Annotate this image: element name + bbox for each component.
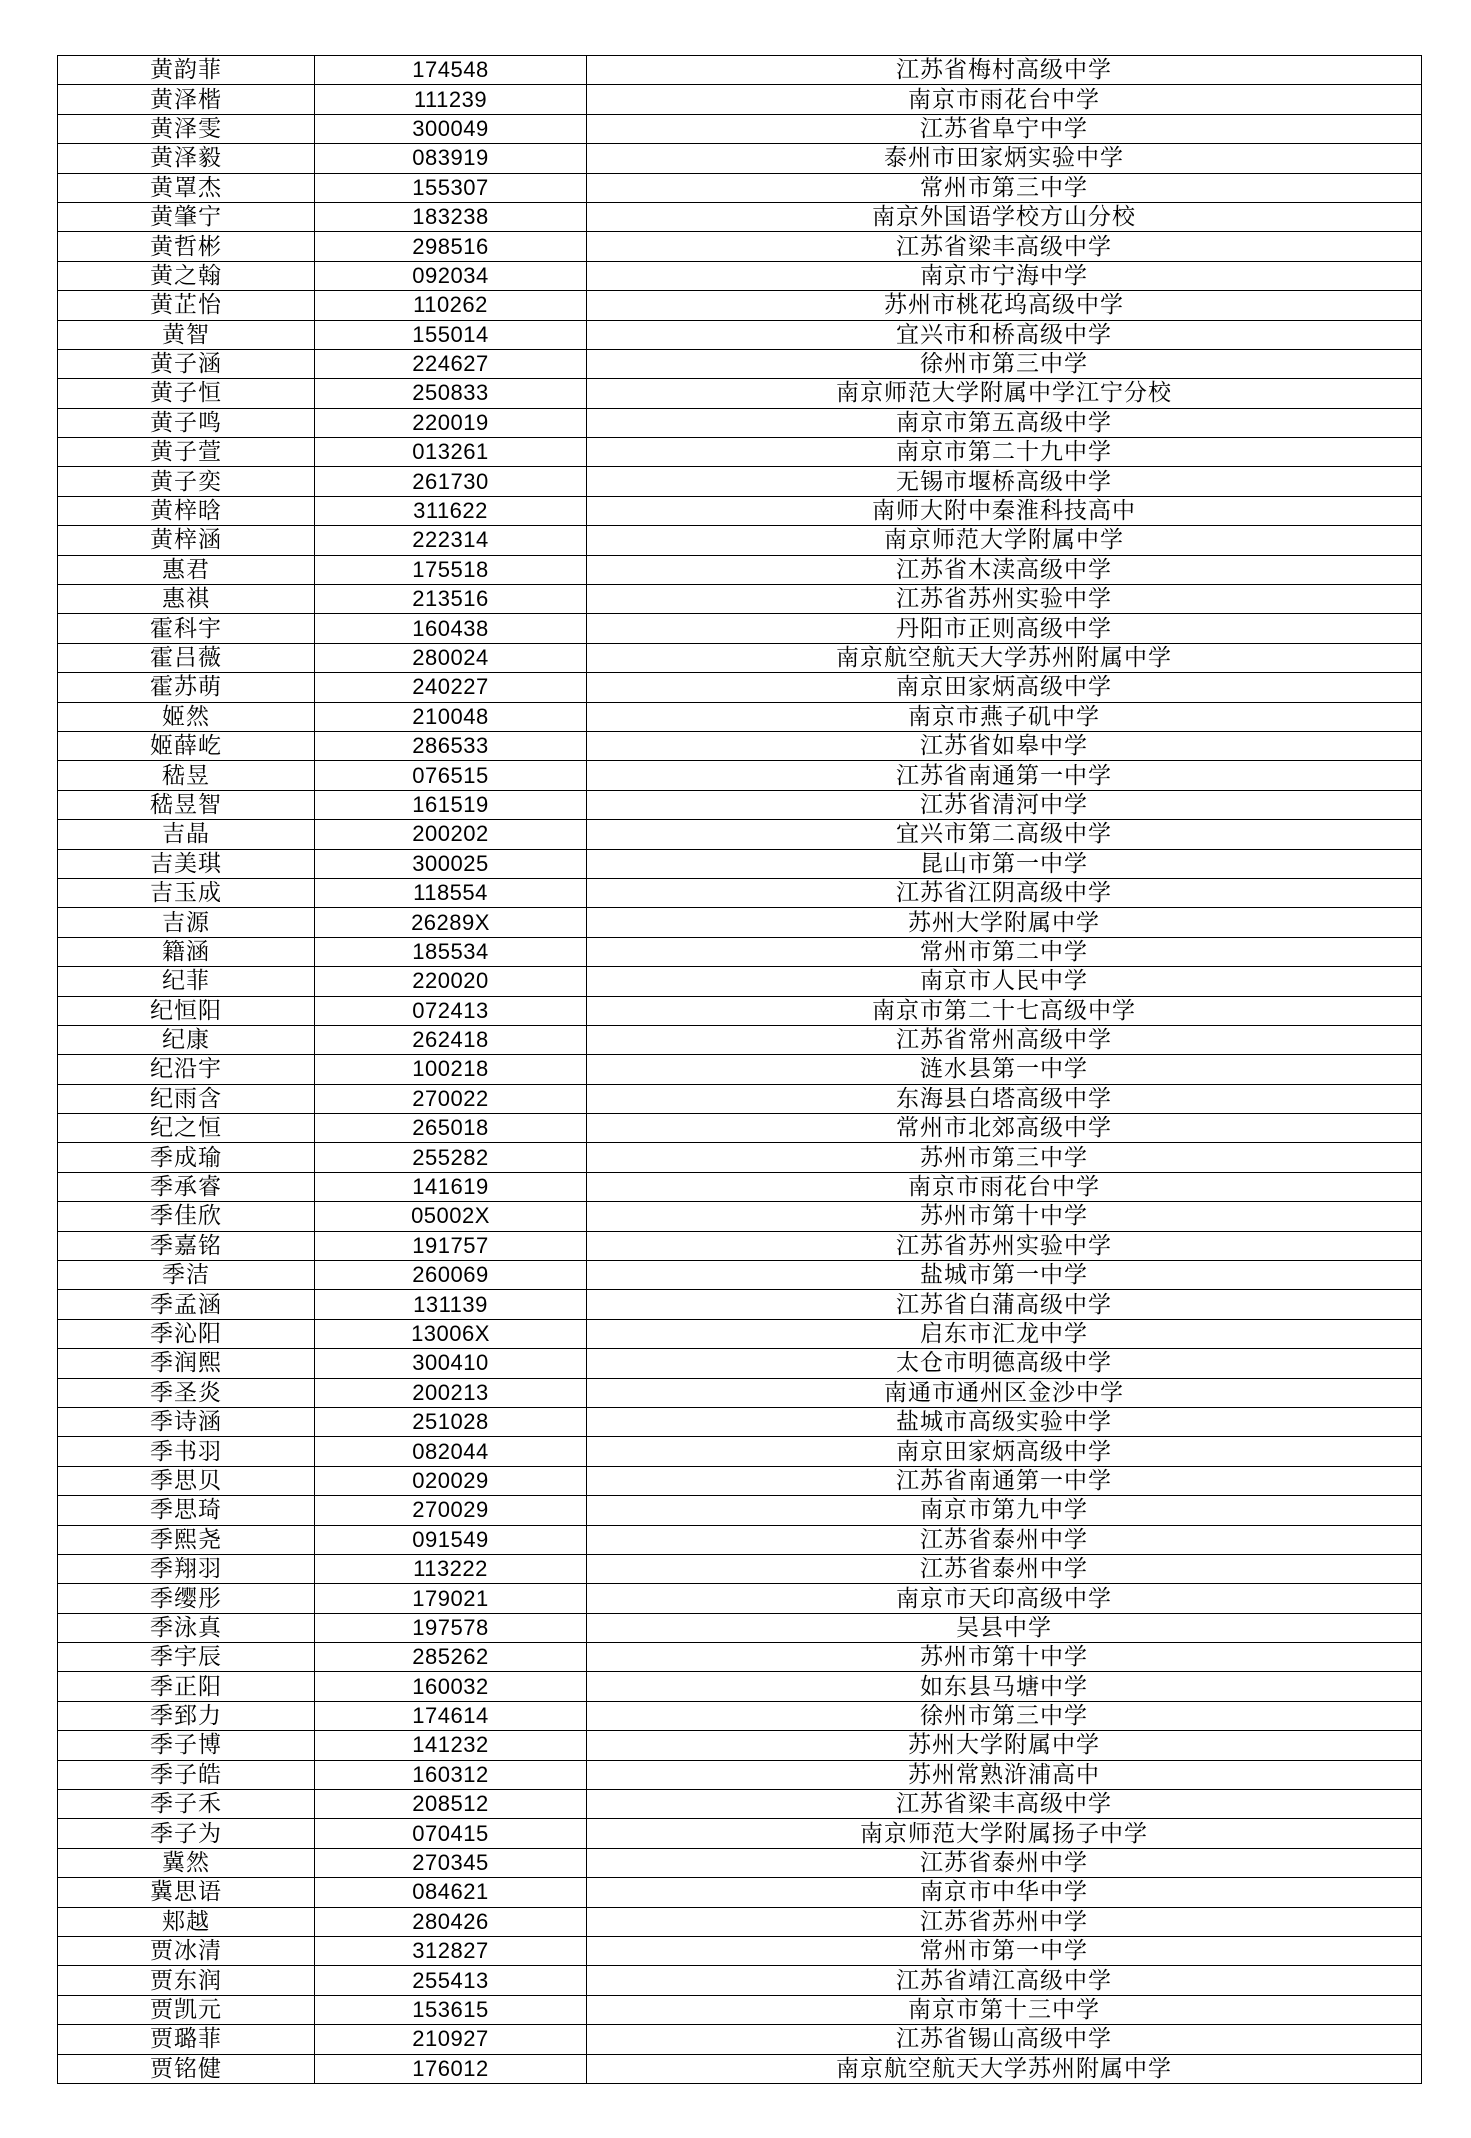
school-name-cell: 苏州市第十中学 bbox=[587, 1643, 1422, 1672]
school-name-cell: 南京市天印高级中学 bbox=[587, 1584, 1422, 1613]
school-name-cell: 南通市通州区金沙中学 bbox=[587, 1378, 1422, 1407]
table-row bbox=[58, 1554, 1422, 1583]
table-row bbox=[58, 1172, 1422, 1201]
student-id-cell: 300410 bbox=[315, 1349, 587, 1378]
student-name-cell: 籍涵 bbox=[58, 937, 315, 966]
roster-body bbox=[58, 56, 1422, 2084]
school-name-cell: 江苏省江阴高级中学 bbox=[587, 878, 1422, 907]
student-name-cell: 郏越 bbox=[58, 1907, 315, 1936]
table-row bbox=[58, 1584, 1422, 1613]
table-row bbox=[58, 1907, 1422, 1936]
student-id-cell: 300025 bbox=[315, 849, 587, 878]
student-id-cell: 174548 bbox=[315, 56, 587, 85]
school-name-cell: 吴县中学 bbox=[587, 1613, 1422, 1642]
student-id-cell: 220020 bbox=[315, 967, 587, 996]
student-name-cell: 黄罩杰 bbox=[58, 173, 315, 202]
school-name-cell: 盐城市高级实验中学 bbox=[587, 1407, 1422, 1436]
school-name-cell: 江苏省常州高级中学 bbox=[587, 1025, 1422, 1054]
student-name-cell: 黄肇宁 bbox=[58, 202, 315, 231]
school-name-cell: 南京田家炳高级中学 bbox=[587, 673, 1422, 702]
student-name-cell: 纪菲 bbox=[58, 967, 315, 996]
table-row bbox=[58, 1701, 1422, 1730]
student-id-cell: 262418 bbox=[315, 1025, 587, 1054]
student-id-cell: 312827 bbox=[315, 1937, 587, 1966]
table-row bbox=[58, 1878, 1422, 1907]
table-row bbox=[58, 1643, 1422, 1672]
student-name-cell: 黄子恒 bbox=[58, 379, 315, 408]
student-name-cell: 吉美琪 bbox=[58, 849, 315, 878]
student-name-cell: 季缨彤 bbox=[58, 1584, 315, 1613]
student-id-cell: 111239 bbox=[315, 85, 587, 114]
school-name-cell: 常州市第三中学 bbox=[587, 173, 1422, 202]
student-name-cell: 季正阳 bbox=[58, 1672, 315, 1701]
student-name-cell: 贾璐菲 bbox=[58, 2025, 315, 2054]
table-row bbox=[58, 790, 1422, 819]
student-id-cell: 280024 bbox=[315, 643, 587, 672]
student-name-cell: 霍吕薇 bbox=[58, 643, 315, 672]
table-row bbox=[58, 320, 1422, 349]
student-name-cell: 季沁阳 bbox=[58, 1319, 315, 1348]
student-name-cell: 季思贝 bbox=[58, 1466, 315, 1495]
school-name-cell: 南京航空航天大学苏州附属中学 bbox=[587, 2054, 1422, 2083]
school-name-cell: 南京市第九中学 bbox=[587, 1496, 1422, 1525]
table-row bbox=[58, 56, 1422, 85]
table-row bbox=[58, 1143, 1422, 1172]
student-id-cell: 091549 bbox=[315, 1525, 587, 1554]
school-name-cell: 江苏省梁丰高级中学 bbox=[587, 1790, 1422, 1819]
table-row bbox=[58, 1937, 1422, 1966]
student-name-cell: 季翔羽 bbox=[58, 1554, 315, 1583]
student-id-cell: 100218 bbox=[315, 1055, 587, 1084]
school-name-cell: 南京师范大学附属中学 bbox=[587, 526, 1422, 555]
table-row bbox=[58, 937, 1422, 966]
student-name-cell: 贾铭健 bbox=[58, 2054, 315, 2083]
student-id-cell: 141619 bbox=[315, 1172, 587, 1201]
student-name-cell: 季子禾 bbox=[58, 1790, 315, 1819]
table-row bbox=[58, 643, 1422, 672]
table-row bbox=[58, 1966, 1422, 1995]
table-row bbox=[58, 173, 1422, 202]
student-id-cell: 070415 bbox=[315, 1819, 587, 1848]
student-id-cell: 220019 bbox=[315, 408, 587, 437]
table-row bbox=[58, 232, 1422, 261]
school-name-cell: 徐州市第三中学 bbox=[587, 349, 1422, 378]
table-row bbox=[58, 585, 1422, 614]
student-name-cell: 霍苏萌 bbox=[58, 673, 315, 702]
student-id-cell: 260069 bbox=[315, 1261, 587, 1290]
student-name-cell: 姬薛屹 bbox=[58, 731, 315, 760]
student-name-cell: 冀思语 bbox=[58, 1878, 315, 1907]
student-name-cell: 黄韵菲 bbox=[58, 56, 315, 85]
student-id-cell: 179021 bbox=[315, 1584, 587, 1613]
table-row bbox=[58, 1437, 1422, 1466]
student-id-cell: 208512 bbox=[315, 1790, 587, 1819]
student-id-cell: 113222 bbox=[315, 1554, 587, 1583]
school-name-cell: 江苏省南通第一中学 bbox=[587, 761, 1422, 790]
student-name-cell: 黄智 bbox=[58, 320, 315, 349]
table-row bbox=[58, 438, 1422, 467]
school-name-cell: 常州市北郊高级中学 bbox=[587, 1114, 1422, 1143]
student-name-cell: 吉晶 bbox=[58, 820, 315, 849]
student-name-cell: 惠君 bbox=[58, 555, 315, 584]
table-row bbox=[58, 1319, 1422, 1348]
student-id-cell: 174614 bbox=[315, 1701, 587, 1730]
student-name-cell: 季郅力 bbox=[58, 1701, 315, 1730]
student-id-cell: 250833 bbox=[315, 379, 587, 408]
student-name-cell: 黄梓晗 bbox=[58, 496, 315, 525]
student-id-cell: 197578 bbox=[315, 1613, 587, 1642]
student-name-cell: 黄子奕 bbox=[58, 467, 315, 496]
student-name-cell: 冀然 bbox=[58, 1848, 315, 1877]
student-id-cell: 175518 bbox=[315, 555, 587, 584]
table-row bbox=[58, 1084, 1422, 1113]
school-name-cell: 南京市第五高级中学 bbox=[587, 408, 1422, 437]
student-name-cell: 吉源 bbox=[58, 908, 315, 937]
table-row bbox=[58, 908, 1422, 937]
school-name-cell: 泰州市田家炳实验中学 bbox=[587, 144, 1422, 173]
school-name-cell: 南京市第二十九中学 bbox=[587, 438, 1422, 467]
table-row bbox=[58, 291, 1422, 320]
student-name-cell: 嵇昱智 bbox=[58, 790, 315, 819]
school-name-cell: 江苏省梁丰高级中学 bbox=[587, 232, 1422, 261]
table-row bbox=[58, 1055, 1422, 1084]
table-row bbox=[58, 408, 1422, 437]
school-name-cell: 宜兴市和桥高级中学 bbox=[587, 320, 1422, 349]
school-name-cell: 南京外国语学校方山分校 bbox=[587, 202, 1422, 231]
student-name-cell: 纪沿宇 bbox=[58, 1055, 315, 1084]
student-id-cell: 155014 bbox=[315, 320, 587, 349]
school-name-cell: 江苏省阜宁中学 bbox=[587, 114, 1422, 143]
student-id-cell: 176012 bbox=[315, 2054, 587, 2083]
school-name-cell: 常州市第一中学 bbox=[587, 1937, 1422, 1966]
student-name-cell: 季诗涵 bbox=[58, 1407, 315, 1436]
table-row bbox=[58, 1613, 1422, 1642]
school-name-cell: 江苏省靖江高级中学 bbox=[587, 1966, 1422, 1995]
table-row bbox=[58, 1672, 1422, 1701]
student-id-cell: 141232 bbox=[315, 1731, 587, 1760]
school-name-cell: 南京市雨花台中学 bbox=[587, 85, 1422, 114]
school-name-cell: 南京市第二十七高级中学 bbox=[587, 996, 1422, 1025]
table-row bbox=[58, 849, 1422, 878]
student-id-cell: 300049 bbox=[315, 114, 587, 143]
student-name-cell: 黄子鸣 bbox=[58, 408, 315, 437]
table-row bbox=[58, 1378, 1422, 1407]
school-name-cell: 江苏省清河中学 bbox=[587, 790, 1422, 819]
student-id-cell: 155307 bbox=[315, 173, 587, 202]
school-name-cell: 南京市中华中学 bbox=[587, 1878, 1422, 1907]
school-name-cell: 江苏省苏州实验中学 bbox=[587, 1231, 1422, 1260]
student-name-cell: 纪雨含 bbox=[58, 1084, 315, 1113]
table-row bbox=[58, 820, 1422, 849]
student-id-cell: 265018 bbox=[315, 1114, 587, 1143]
student-name-cell: 纪康 bbox=[58, 1025, 315, 1054]
table-row bbox=[58, 144, 1422, 173]
table-row bbox=[58, 1525, 1422, 1554]
table-row bbox=[58, 1261, 1422, 1290]
student-name-cell: 黄泽毅 bbox=[58, 144, 315, 173]
table-row bbox=[58, 2054, 1422, 2083]
school-name-cell: 常州市第二中学 bbox=[587, 937, 1422, 966]
table-row bbox=[58, 1202, 1422, 1231]
table-row bbox=[58, 1466, 1422, 1495]
student-id-cell: 160438 bbox=[315, 614, 587, 643]
table-row bbox=[58, 1349, 1422, 1378]
student-name-cell: 黄泽楷 bbox=[58, 85, 315, 114]
table-row bbox=[58, 967, 1422, 996]
school-name-cell: 南京市宁海中学 bbox=[587, 261, 1422, 290]
student-id-cell: 210048 bbox=[315, 702, 587, 731]
table-row bbox=[58, 2025, 1422, 2054]
student-id-cell: 110262 bbox=[315, 291, 587, 320]
school-name-cell: 江苏省苏州中学 bbox=[587, 1907, 1422, 1936]
table-row bbox=[58, 1025, 1422, 1054]
table-row bbox=[58, 1114, 1422, 1143]
school-name-cell: 苏州大学附属中学 bbox=[587, 908, 1422, 937]
school-name-cell: 江苏省锡山高级中学 bbox=[587, 2025, 1422, 2054]
student-name-cell: 季嘉铭 bbox=[58, 1231, 315, 1260]
table-row bbox=[58, 202, 1422, 231]
table-row bbox=[58, 85, 1422, 114]
student-name-cell: 季子为 bbox=[58, 1819, 315, 1848]
student-id-cell: 076515 bbox=[315, 761, 587, 790]
student-id-cell: 270029 bbox=[315, 1496, 587, 1525]
school-name-cell: 南京航空航天大学苏州附属中学 bbox=[587, 643, 1422, 672]
student-id-cell: 311622 bbox=[315, 496, 587, 525]
school-name-cell: 盐城市第一中学 bbox=[587, 1261, 1422, 1290]
student-name-cell: 季书羽 bbox=[58, 1437, 315, 1466]
table-row bbox=[58, 878, 1422, 907]
student-id-cell: 083919 bbox=[315, 144, 587, 173]
table-row bbox=[58, 761, 1422, 790]
student-name-cell: 季佳欣 bbox=[58, 1202, 315, 1231]
student-id-cell: 185534 bbox=[315, 937, 587, 966]
school-name-cell: 南师大附中秦淮科技高中 bbox=[587, 496, 1422, 525]
student-id-cell: 298516 bbox=[315, 232, 587, 261]
school-name-cell: 苏州大学附属中学 bbox=[587, 1731, 1422, 1760]
student-id-cell: 240227 bbox=[315, 673, 587, 702]
student-id-cell: 285262 bbox=[315, 1643, 587, 1672]
school-name-cell: 南京市人民中学 bbox=[587, 967, 1422, 996]
table-row bbox=[58, 349, 1422, 378]
table-row bbox=[58, 1819, 1422, 1848]
table-row bbox=[58, 996, 1422, 1025]
student-name-cell: 季泳真 bbox=[58, 1613, 315, 1642]
table-row bbox=[58, 1760, 1422, 1789]
student-name-cell: 嵇昱 bbox=[58, 761, 315, 790]
school-name-cell: 江苏省苏州实验中学 bbox=[587, 585, 1422, 614]
student-id-cell: 153615 bbox=[315, 1995, 587, 2024]
school-name-cell: 南京田家炳高级中学 bbox=[587, 1437, 1422, 1466]
table-row bbox=[58, 1995, 1422, 2024]
table-row bbox=[58, 1496, 1422, 1525]
school-name-cell: 东海县白塔高级中学 bbox=[587, 1084, 1422, 1113]
school-name-cell: 江苏省泰州中学 bbox=[587, 1554, 1422, 1583]
student-id-cell: 020029 bbox=[315, 1466, 587, 1495]
student-id-cell: 072413 bbox=[315, 996, 587, 1025]
table-row bbox=[58, 261, 1422, 290]
table-row bbox=[58, 702, 1422, 731]
student-id-cell: 183238 bbox=[315, 202, 587, 231]
student-name-cell: 季孟涵 bbox=[58, 1290, 315, 1319]
student-name-cell: 贾东润 bbox=[58, 1966, 315, 1995]
student-name-cell: 姬然 bbox=[58, 702, 315, 731]
student-id-cell: 255282 bbox=[315, 1143, 587, 1172]
school-name-cell: 苏州市第十中学 bbox=[587, 1202, 1422, 1231]
student-name-cell: 季洁 bbox=[58, 1261, 315, 1290]
student-name-cell: 季思琦 bbox=[58, 1496, 315, 1525]
school-name-cell: 江苏省如皋中学 bbox=[587, 731, 1422, 760]
table-row bbox=[58, 555, 1422, 584]
student-id-cell: 161519 bbox=[315, 790, 587, 819]
student-id-cell: 05002X bbox=[315, 1202, 587, 1231]
student-id-cell: 270345 bbox=[315, 1848, 587, 1877]
table-row bbox=[58, 467, 1422, 496]
student-name-cell: 季宇辰 bbox=[58, 1643, 315, 1672]
student-name-cell: 纪恒阳 bbox=[58, 996, 315, 1025]
student-name-cell: 季承睿 bbox=[58, 1172, 315, 1201]
student-name-cell: 季润熙 bbox=[58, 1349, 315, 1378]
school-name-cell: 南京市雨花台中学 bbox=[587, 1172, 1422, 1201]
table-row bbox=[58, 731, 1422, 760]
student-name-cell: 季成瑜 bbox=[58, 1143, 315, 1172]
student-name-cell: 贾凯元 bbox=[58, 1995, 315, 2024]
roster-table bbox=[57, 55, 1422, 2084]
student-id-cell: 210927 bbox=[315, 2025, 587, 2054]
table-row bbox=[58, 1407, 1422, 1436]
table-row bbox=[58, 496, 1422, 525]
student-id-cell: 255413 bbox=[315, 1966, 587, 1995]
school-name-cell: 江苏省白蒲高级中学 bbox=[587, 1290, 1422, 1319]
student-id-cell: 160032 bbox=[315, 1672, 587, 1701]
student-name-cell: 黄芷怡 bbox=[58, 291, 315, 320]
student-name-cell: 黄梓涵 bbox=[58, 526, 315, 555]
student-id-cell: 118554 bbox=[315, 878, 587, 907]
student-name-cell: 惠祺 bbox=[58, 585, 315, 614]
school-name-cell: 苏州市第三中学 bbox=[587, 1143, 1422, 1172]
table-row bbox=[58, 379, 1422, 408]
student-id-cell: 082044 bbox=[315, 1437, 587, 1466]
student-name-cell: 纪之恒 bbox=[58, 1114, 315, 1143]
school-name-cell: 江苏省泰州中学 bbox=[587, 1525, 1422, 1554]
school-name-cell: 丹阳市正则高级中学 bbox=[587, 614, 1422, 643]
student-id-cell: 26289X bbox=[315, 908, 587, 937]
student-name-cell: 黄哲彬 bbox=[58, 232, 315, 261]
student-name-cell: 黄之翰 bbox=[58, 261, 315, 290]
school-name-cell: 无锡市堰桥高级中学 bbox=[587, 467, 1422, 496]
student-id-cell: 092034 bbox=[315, 261, 587, 290]
student-id-cell: 013261 bbox=[315, 438, 587, 467]
school-name-cell: 如东县马塘中学 bbox=[587, 1672, 1422, 1701]
student-name-cell: 季子博 bbox=[58, 1731, 315, 1760]
school-name-cell: 江苏省木渎高级中学 bbox=[587, 555, 1422, 584]
student-id-cell: 160312 bbox=[315, 1760, 587, 1789]
student-name-cell: 黄子萱 bbox=[58, 438, 315, 467]
school-name-cell: 太仓市明德高级中学 bbox=[587, 1349, 1422, 1378]
student-name-cell: 黄子涵 bbox=[58, 349, 315, 378]
table-row bbox=[58, 114, 1422, 143]
student-name-cell: 吉玉成 bbox=[58, 878, 315, 907]
school-name-cell: 南京师范大学附属中学江宁分校 bbox=[587, 379, 1422, 408]
student-name-cell: 黄泽雯 bbox=[58, 114, 315, 143]
table-row bbox=[58, 1848, 1422, 1877]
student-id-cell: 261730 bbox=[315, 467, 587, 496]
table-row bbox=[58, 526, 1422, 555]
school-name-cell: 江苏省梅村高级中学 bbox=[587, 56, 1422, 85]
student-id-cell: 251028 bbox=[315, 1407, 587, 1436]
student-name-cell: 贾冰清 bbox=[58, 1937, 315, 1966]
student-id-cell: 280426 bbox=[315, 1907, 587, 1936]
school-name-cell: 宜兴市第二高级中学 bbox=[587, 820, 1422, 849]
student-id-cell: 13006X bbox=[315, 1319, 587, 1348]
student-id-cell: 084621 bbox=[315, 1878, 587, 1907]
student-id-cell: 224627 bbox=[315, 349, 587, 378]
student-id-cell: 222314 bbox=[315, 526, 587, 555]
table-row bbox=[58, 1731, 1422, 1760]
school-name-cell: 南京市第十三中学 bbox=[587, 1995, 1422, 2024]
school-name-cell: 南京市燕子矶中学 bbox=[587, 702, 1422, 731]
student-id-cell: 200213 bbox=[315, 1378, 587, 1407]
student-name-cell: 季熙尧 bbox=[58, 1525, 315, 1554]
table-row bbox=[58, 614, 1422, 643]
student-id-cell: 191757 bbox=[315, 1231, 587, 1260]
table-row bbox=[58, 673, 1422, 702]
table-row bbox=[58, 1231, 1422, 1260]
student-name-cell: 霍科宇 bbox=[58, 614, 315, 643]
school-name-cell: 苏州常熟浒浦高中 bbox=[587, 1760, 1422, 1789]
school-name-cell: 徐州市第三中学 bbox=[587, 1701, 1422, 1730]
school-name-cell: 江苏省泰州中学 bbox=[587, 1848, 1422, 1877]
school-name-cell: 苏州市桃花坞高级中学 bbox=[587, 291, 1422, 320]
table-row bbox=[58, 1790, 1422, 1819]
school-name-cell: 昆山市第一中学 bbox=[587, 849, 1422, 878]
school-name-cell: 启东市汇龙中学 bbox=[587, 1319, 1422, 1348]
school-name-cell: 江苏省南通第一中学 bbox=[587, 1466, 1422, 1495]
student-id-cell: 286533 bbox=[315, 731, 587, 760]
school-name-cell: 涟水县第一中学 bbox=[587, 1055, 1422, 1084]
table-row bbox=[58, 1290, 1422, 1319]
student-id-cell: 213516 bbox=[315, 585, 587, 614]
school-name-cell: 南京师范大学附属扬子中学 bbox=[587, 1819, 1422, 1848]
student-id-cell: 270022 bbox=[315, 1084, 587, 1113]
student-id-cell: 131139 bbox=[315, 1290, 587, 1319]
student-id-cell: 200202 bbox=[315, 820, 587, 849]
student-name-cell: 季子皓 bbox=[58, 1760, 315, 1789]
student-name-cell: 季圣炎 bbox=[58, 1378, 315, 1407]
